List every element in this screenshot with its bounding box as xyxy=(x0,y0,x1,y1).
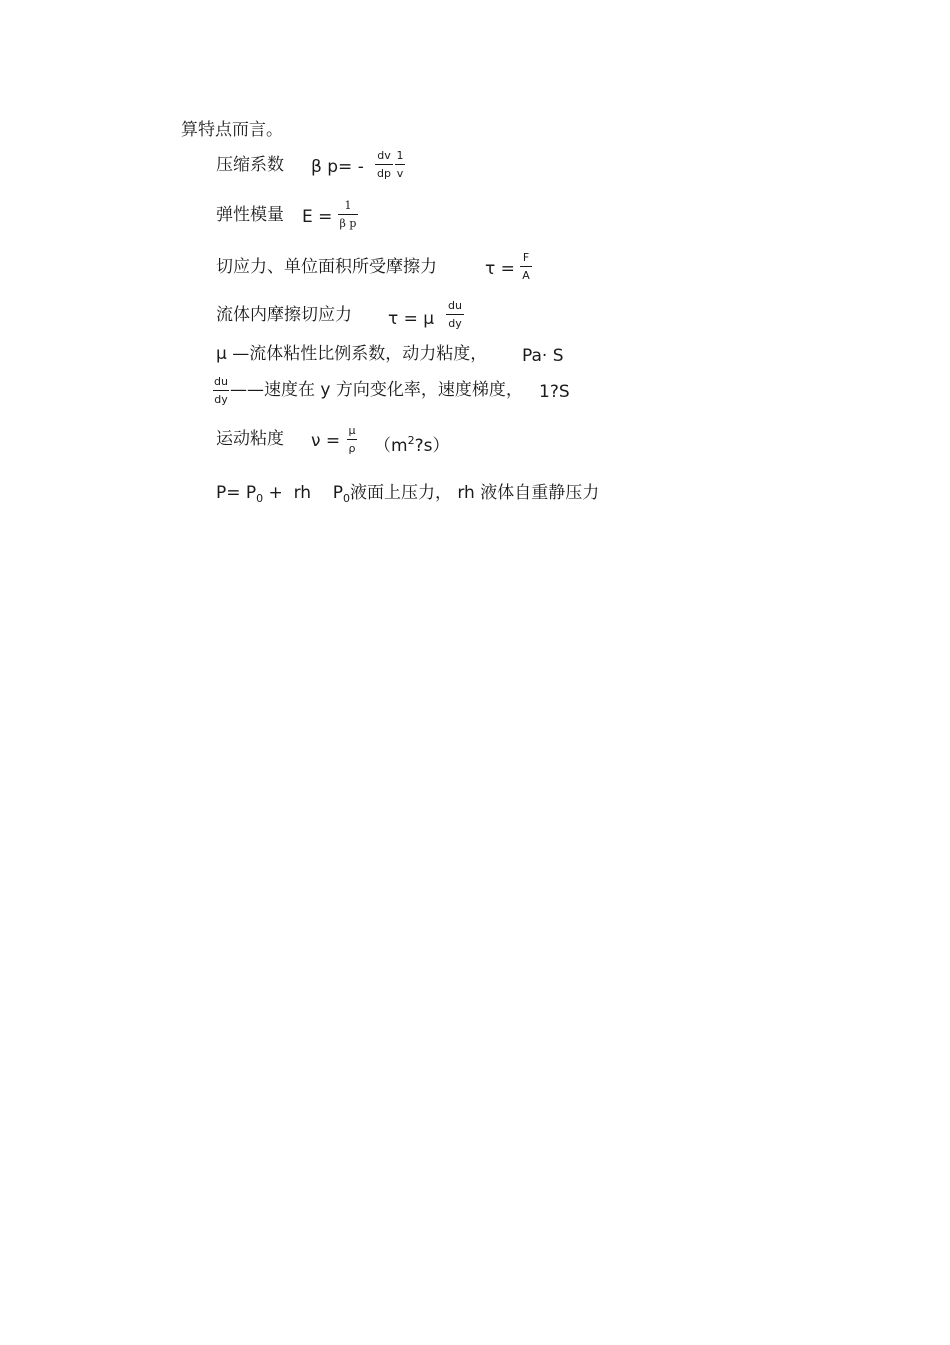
pressure-description: 液面上压力， rh 液体自重静压力 xyxy=(349,483,600,503)
pressure-plus: + rh P xyxy=(263,483,343,503)
unit-close: ?s） xyxy=(414,436,450,456)
kinematic-label: 运动粘度 xyxy=(216,429,284,449)
frac-numerator: dv xyxy=(377,149,391,162)
unit-open: （m xyxy=(374,436,408,456)
internal-fraction xyxy=(446,300,464,329)
intro-text: 算特点而言。 xyxy=(181,120,283,140)
frac-denominator: dy xyxy=(448,317,462,330)
frac-denominator: β p xyxy=(339,217,357,230)
shear-symbol: τ = xyxy=(485,259,515,279)
elastic-label: 弹性模量 xyxy=(216,205,284,225)
frac-denominator: v xyxy=(396,167,404,180)
unit-superscript: 2 xyxy=(407,434,415,447)
frac-bar xyxy=(446,314,464,315)
frac-bar xyxy=(213,390,229,391)
frac-bar xyxy=(347,439,357,440)
frac-numerator: F xyxy=(522,251,530,264)
compress-label: 压缩系数 xyxy=(216,155,284,175)
grad-fraction xyxy=(213,376,229,405)
grad-description: ——速度在 y 方向变化率，速度梯度， xyxy=(230,380,523,400)
frac-numerator: du xyxy=(214,375,228,388)
pressure-subscript-2: 0 xyxy=(342,492,350,505)
frac-denominator: dy xyxy=(214,393,228,406)
frac-denominator: ρ xyxy=(348,442,356,455)
kinematic-symbol: ν = xyxy=(311,431,341,451)
internal-symbol: τ = μ xyxy=(388,309,435,329)
frac-denominator: A xyxy=(522,269,530,282)
kinematic-fraction xyxy=(347,425,357,454)
mu-description: μ —流体粘性比例系数，动力粘度， xyxy=(216,344,488,364)
frac-bar xyxy=(375,164,393,165)
frac-bar xyxy=(338,214,358,215)
compress-fraction-1-v xyxy=(395,150,405,179)
grad-unit: 1?S xyxy=(539,382,570,402)
kinematic-unit xyxy=(374,431,449,456)
pressure-formula xyxy=(216,483,600,505)
elastic-symbol: E = xyxy=(302,207,333,227)
frac-numerator: 1 xyxy=(344,199,352,212)
internal-label: 流体内摩擦切应力 xyxy=(216,305,352,325)
mu-unit: Pa· S xyxy=(522,346,564,366)
frac-numerator: μ xyxy=(348,424,356,437)
shear-label: 切应力、单位面积所受摩擦力 xyxy=(216,257,437,277)
elastic-fraction xyxy=(338,200,358,229)
shear-fraction xyxy=(520,252,532,281)
frac-bar xyxy=(395,164,405,165)
frac-numerator: 1 xyxy=(396,149,404,162)
compress-fraction-dv-dp xyxy=(375,150,393,179)
pressure-subscript-1: 0 xyxy=(256,492,264,505)
frac-numerator: du xyxy=(448,299,462,312)
compress-symbol: β p= - xyxy=(311,157,364,177)
pressure-p: P= P xyxy=(216,483,257,503)
frac-denominator: dp xyxy=(377,167,391,180)
frac-bar xyxy=(520,266,532,267)
